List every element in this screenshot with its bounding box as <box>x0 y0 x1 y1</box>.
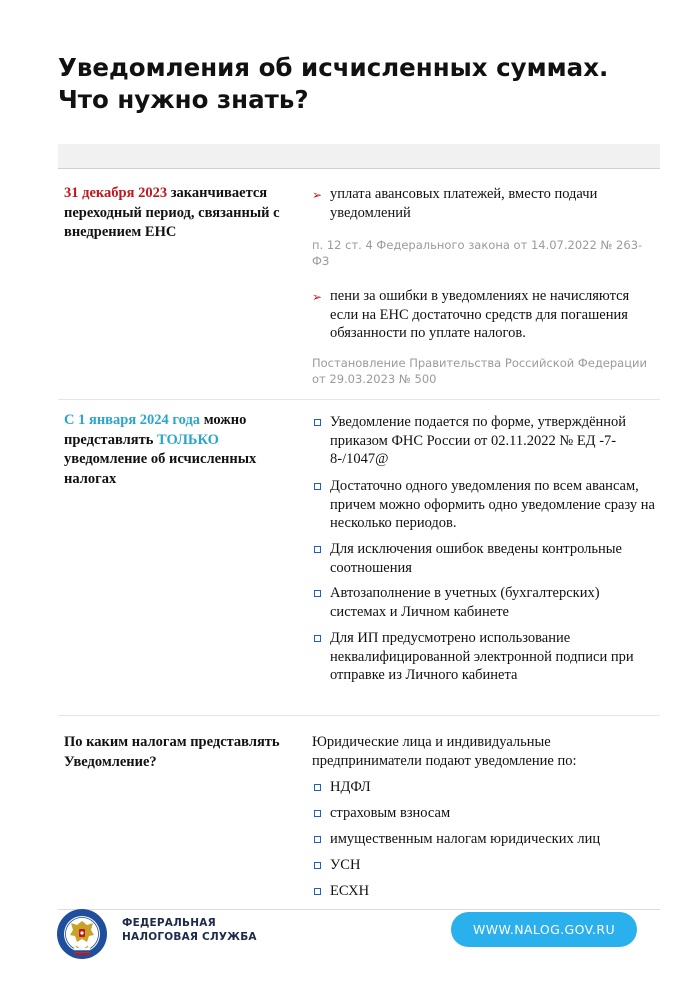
section1-item-2-note: Постановление Правительства Российской Федерации от 29.03.2023 № 500 <box>312 356 648 386</box>
section2-item-3-text: Для исключения ошибок введены контрольные соотношения <box>330 541 622 576</box>
section2-only: ТОЛЬКО <box>157 431 219 448</box>
section3-item-4-text: УСН <box>330 857 361 873</box>
table-header-band <box>58 144 660 169</box>
square-bullet-icon <box>314 546 321 553</box>
section2-item-1 <box>312 413 657 469</box>
section2-item-4 <box>312 584 657 621</box>
square-bullet-icon <box>314 635 321 642</box>
page-title: Уведомления об исчисленных суммах. Что нужно знать? <box>58 53 609 114</box>
org-name-line2: НАЛОГОВАЯ СЛУЖБА <box>122 931 257 943</box>
arrow-bullet-icon: ➢ <box>312 188 323 202</box>
section3-item-2 <box>312 804 657 823</box>
arrow-bullet-icon: ➢ <box>312 290 323 304</box>
section3-item-5-text: ЕСХН <box>330 883 370 899</box>
section3-item-3-text: имущественным налогам юридических лиц <box>330 831 601 847</box>
row-divider <box>58 399 660 400</box>
section3-intro: Юридические лица и индивидуальные предприниматели подают уведомление по: <box>312 734 577 769</box>
section1-left-rest: заканчивается переходный период, связанный с внедрением ЕНС <box>64 185 280 240</box>
section1-item-2 <box>312 287 657 343</box>
org-name-line1: ФЕДЕРАЛЬНАЯ <box>122 917 216 929</box>
section2-date: С 1 января 2024 года <box>64 412 201 428</box>
section1-left-text <box>64 184 294 243</box>
section3-item-5 <box>312 882 657 901</box>
section2-left-text <box>64 411 294 489</box>
section3-left-text: По каким налогам представлять Уведомление? <box>64 734 280 770</box>
footer-divider <box>58 909 660 910</box>
section2-item-5 <box>312 629 657 685</box>
square-bullet-icon <box>314 784 321 791</box>
website-link-button[interactable]: WWW.NALOG.GOV.RU <box>451 912 637 947</box>
section2-item-3 <box>312 540 657 577</box>
section3-item-3 <box>312 830 657 849</box>
section3-item-1 <box>312 778 657 797</box>
square-bullet-icon <box>314 836 321 843</box>
section1-item-1 <box>312 185 657 222</box>
section2-item-5-text: Для ИП предусмотрено использование неквалифицированной электронной подписи при отправке из Личного кабинета <box>330 630 634 683</box>
section2-item-4-text: Автозаполнение в учетных (бухгалтерских) системах и Личном кабинете <box>330 585 600 620</box>
square-bullet-icon <box>314 419 321 426</box>
square-bullet-icon <box>314 483 321 490</box>
section2-left-mid: можно представлять <box>64 412 247 448</box>
section2-item-1-text: Уведомление подается по форме, утверждённой приказом ФНС России от 02.11.2022 № ЕД -7-8-/1047@ <box>330 414 627 467</box>
org-name <box>122 916 257 944</box>
section3-item-4 <box>312 856 657 875</box>
section1-item-1-note: п. 12 ст. 4 Федерального закона от 14.07.2022 № 263-ФЗ <box>312 238 643 268</box>
section3-item-1-text: НДФЛ <box>330 779 371 795</box>
section3-item-2-text: страховым взносам <box>330 805 451 821</box>
row-divider <box>58 715 660 716</box>
square-bullet-icon <box>314 862 321 869</box>
section2-left-rest: уведомление об исчисленных налогах <box>64 451 257 487</box>
square-bullet-icon <box>314 810 321 817</box>
section2-item-2 <box>312 477 657 533</box>
section2-item-2-text: Достаточно одного уведомления по всем авансам, причем можно оформить одно уведомление сразу на несколько периодов. <box>330 478 655 531</box>
fns-emblem-icon <box>56 908 108 960</box>
section1-date: 31 декабря 2023 <box>64 185 168 201</box>
section1-item-1-text: уплата авансовых платежей, вместо подачи уведомлений <box>330 186 598 221</box>
section1-item-2-text: пени за ошибки в уведомлениях не начисляются если на ЕНС достаточно средств для погашения обязанности по уплате налогов. <box>330 288 630 341</box>
square-bullet-icon <box>314 590 321 597</box>
square-bullet-icon <box>314 888 321 895</box>
